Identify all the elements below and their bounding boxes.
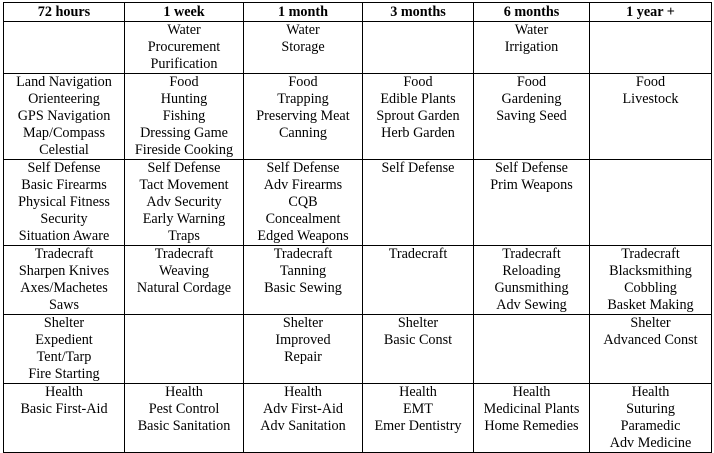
cell-skill: Sharpen Knives: [18, 263, 110, 279]
table-cell: [474, 22, 590, 74]
cell-category: Tradecraft: [388, 246, 448, 262]
cell-skill: Irrigation: [504, 39, 559, 55]
header-6-months: 6 months: [474, 3, 590, 22]
cell-skill: Paramedic: [620, 418, 681, 434]
cell-skill: Tent/Tarp: [36, 349, 92, 365]
cell-category: Health: [284, 384, 322, 400]
cell-skill: Blacksmithing: [609, 263, 692, 279]
table-cell: [590, 160, 712, 246]
cell-skill: Herb Garden: [381, 125, 455, 141]
cell-category: Health: [512, 384, 551, 400]
cell-skill: Sprout Garden: [376, 108, 460, 124]
table-cell: [590, 246, 712, 315]
cell-skill: Home Remedies: [484, 418, 579, 434]
cell-skill: GPS Navigation: [17, 108, 111, 124]
cell-skill: Adv Sewing: [496, 297, 567, 313]
cell-skill: Orienteering: [28, 91, 100, 107]
table-cell: [363, 160, 474, 246]
cell-skill: Basic First-Aid: [20, 401, 108, 417]
cell-category: Land Navigation: [16, 74, 112, 90]
header-3-months: 3 months: [363, 3, 474, 22]
cell-skill: Adv Sanitation: [260, 418, 346, 434]
cell-category: Shelter: [43, 315, 85, 331]
table-cell: [474, 384, 590, 453]
table-row-shelter: [4, 315, 712, 384]
cell-skill: EMT: [403, 401, 433, 417]
cell-category: Health: [399, 384, 437, 400]
cell-skill: Saving Seed: [496, 108, 567, 124]
cell-category: Tradecraft: [34, 246, 94, 262]
cell-skill: Gunsmithing: [494, 280, 569, 296]
cell-skill: Celestial: [39, 142, 89, 158]
cell-category: Food: [288, 74, 318, 90]
cell-category: Shelter: [397, 315, 439, 331]
cell-category: Food: [635, 74, 666, 90]
cell-skill: Edged Weapons: [257, 228, 349, 244]
table-cell: [4, 315, 125, 384]
cell-skill: Tanning: [279, 263, 327, 279]
cell-category: Food: [403, 74, 433, 90]
cell-category: Shelter: [282, 315, 324, 331]
cell-category: Self Defense: [27, 160, 101, 176]
cell-category: Food: [516, 74, 547, 90]
cell-skill: Preserving Meat: [256, 108, 350, 124]
table-cell: [244, 246, 363, 315]
header-1-year-plus: 1 year +: [590, 3, 712, 22]
cell-skill: Pest Control: [148, 401, 220, 417]
cell-skill: Security: [40, 211, 88, 227]
cell-category: Food: [169, 74, 199, 90]
cell-skill: Basket Making: [607, 297, 694, 313]
cell-skill: Fishing: [162, 108, 206, 124]
cell-skill: Canning: [278, 125, 328, 141]
header-row: [4, 3, 712, 22]
table-row-water: [4, 22, 712, 74]
cell-skill: Basic Firearms: [21, 177, 107, 193]
cell-category: Tradecraft: [502, 246, 561, 262]
table-cell: [125, 160, 244, 246]
table-cell: [363, 315, 474, 384]
cell-skill: Livestock: [622, 91, 679, 107]
cell-category: Self Defense: [147, 160, 221, 176]
cell-skill: Map/Compass: [23, 125, 105, 141]
header-72-hours: 72 hours: [4, 3, 125, 22]
table-row-tradecraft: [4, 246, 712, 315]
table-cell: [125, 384, 244, 453]
cell-skill: CQB: [288, 194, 318, 210]
cell-category: Self Defense: [495, 160, 568, 176]
cell-category: Self Defense: [266, 160, 340, 176]
table-cell: [474, 160, 590, 246]
cell-skill: Basic Sanitation: [137, 418, 231, 434]
cell-category: Tradecraft: [273, 246, 333, 262]
table-cell: [4, 22, 125, 74]
table-cell: [474, 246, 590, 315]
cell-skill: Physical Fitness: [18, 194, 110, 210]
cell-skill: Medicinal Plants: [483, 401, 580, 417]
cell-skill: Adv Medicine: [609, 435, 692, 451]
cell-skill: Adv Security: [146, 194, 222, 210]
cell-skill: Procurement: [147, 39, 221, 55]
cell-skill: Purification: [150, 56, 218, 72]
table-row-food: [4, 74, 712, 160]
cell-category: Health: [45, 384, 83, 400]
cell-skill: Natural Cordage: [136, 280, 232, 296]
cell-skill: Trapping: [277, 91, 329, 107]
cell-skill: Prim Weapons: [490, 177, 573, 193]
table-row-health: [4, 384, 712, 453]
table-cell: [590, 74, 712, 160]
cell-category: Self Defense: [381, 160, 455, 176]
table-cell: [125, 74, 244, 160]
table-cell: [125, 246, 244, 315]
cell-skill: Advanced Const: [603, 332, 698, 348]
table-cell: [244, 74, 363, 160]
header-1-week: 1 week: [125, 3, 244, 22]
table-cell: [244, 160, 363, 246]
cell-category: Water: [167, 22, 201, 38]
cell-skill: Fireside Cooking: [134, 142, 234, 158]
table-cell: [363, 246, 474, 315]
table-cell: [244, 315, 363, 384]
table-cell: [4, 74, 125, 160]
table-cell: [363, 74, 474, 160]
cell-category: Health: [631, 384, 670, 400]
cell-skill: Basic Const: [383, 332, 453, 348]
cell-skill: Traps: [168, 228, 200, 244]
cell-skill: Basic Sewing: [264, 280, 342, 296]
header-1-month: 1 month: [244, 3, 363, 22]
table-row-self-defense: [4, 160, 712, 246]
cell-skill: Adv First-Aid: [262, 401, 343, 417]
cell-skill: Cobbling: [624, 280, 677, 296]
cell-skill: Reloading: [502, 263, 561, 279]
table-cell: [363, 384, 474, 453]
cell-category: Health: [165, 384, 203, 400]
table-cell: [125, 22, 244, 74]
cell-skill: Repair: [284, 349, 322, 365]
cell-skill: Weaving: [158, 263, 210, 279]
table-cell: [590, 315, 712, 384]
skills-timeline-table: [3, 2, 712, 453]
cell-skill: Concealment: [265, 211, 341, 227]
cell-skill: Early Warning: [142, 211, 226, 227]
cell-skill: Improved: [275, 332, 331, 348]
table-cell: [4, 246, 125, 315]
cell-skill: Dressing Game: [140, 125, 228, 141]
table-cell: [244, 384, 363, 453]
cell-category: Shelter: [630, 315, 671, 331]
table-cell: [4, 384, 125, 453]
cell-skill: Edible Plants: [380, 91, 456, 107]
cell-skill: Saws: [49, 297, 79, 313]
cell-skill: Tact Movement: [139, 177, 229, 193]
cell-skill: Gardening: [501, 91, 562, 107]
cell-category: Water: [286, 22, 320, 38]
table-cell: [4, 160, 125, 246]
cell-skill: Storage: [281, 39, 325, 55]
table-cell: [125, 315, 244, 384]
cell-skill: Suturing: [626, 401, 675, 417]
cell-skill: Emer Dentistry: [374, 418, 462, 434]
cell-skill: Axes/Machetes: [20, 280, 108, 296]
table-cell: [590, 384, 712, 453]
cell-skill: Fire Starting: [28, 366, 100, 382]
cell-category: Water: [514, 22, 549, 38]
table-cell: [474, 315, 590, 384]
cell-skill: Adv Firearms: [263, 177, 343, 193]
cell-category: Tradecraft: [154, 246, 214, 262]
table-cell: [590, 22, 712, 74]
cell-skill: Hunting: [160, 91, 208, 107]
cell-skill: Expedient: [35, 332, 93, 348]
table-cell: [363, 22, 474, 74]
cell-skill: Situation Aware: [18, 228, 110, 244]
table-cell: [474, 74, 590, 160]
cell-category: Tradecraft: [621, 246, 680, 262]
table-cell: [244, 22, 363, 74]
